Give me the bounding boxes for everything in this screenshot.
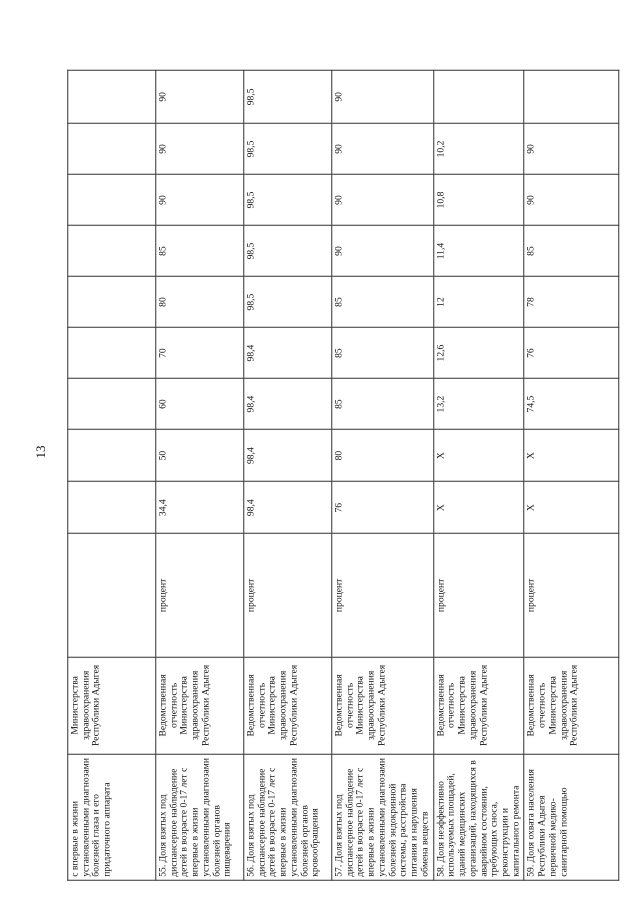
- table-cell-value: 98,4: [244, 379, 332, 430]
- table-cell-value: 76: [524, 328, 619, 379]
- table-cell-value: 98,4: [244, 430, 332, 482]
- table-cell-value: Х: [524, 482, 619, 534]
- table-row-source: Ведомственная отчетность Министерства здравоохранения Республики Адыгея: [244, 657, 332, 754]
- table-container: [69, 62, 612, 877]
- table-cell-value: 90: [332, 123, 434, 174]
- table-row-source: Ведомственная отчетность Министерства здравоохранения Республики Адыгея: [433, 657, 524, 754]
- table-cell-value: [68, 379, 156, 430]
- table-cell-value: [524, 70, 619, 123]
- table-row-source: Ведомственная отчетность Министерства здравоохранения Республики Адыгея: [156, 657, 244, 754]
- table-cell-value: 85: [524, 226, 619, 277]
- table-row-source: Министерства здравоохранения Республики Адыгея: [68, 657, 156, 754]
- table-cell-value: 70: [156, 328, 244, 379]
- table-cell-value: 80: [332, 430, 434, 482]
- table-cell-value: 78: [524, 277, 619, 328]
- table-row-source: Ведомственная отчетность Министерства здравоохранения Республики Адыгея: [524, 657, 619, 754]
- table-cell-value: 98,5: [244, 70, 332, 123]
- table-row-unit: процент: [332, 534, 434, 657]
- table-cell-value: 85: [332, 379, 434, 430]
- table-cell-value: 11,4: [433, 226, 524, 277]
- table-cell-value: 10,8: [433, 175, 524, 226]
- table-cell-value: [68, 175, 156, 226]
- table-cell-value: 76: [332, 482, 434, 534]
- table-cell-value: 85: [332, 328, 434, 379]
- table-cell-value: 74,5: [524, 379, 619, 430]
- table-cell-value: 85: [156, 226, 244, 277]
- table-cell-value: 90: [524, 123, 619, 174]
- table-cell-value: [68, 482, 156, 534]
- table-cell-value: 85: [332, 277, 434, 328]
- table-row-source: Ведомственная отчетность Министерства здравоохранения Республики Адыгея: [332, 657, 434, 754]
- table-cell-value: 90: [156, 123, 244, 174]
- table-row-unit: процент: [244, 534, 332, 657]
- table-cell-value: 90: [156, 175, 244, 226]
- table-cell-value: 90: [332, 175, 434, 226]
- table-cell-value: Х: [524, 430, 619, 482]
- table-cell-value: 90: [156, 70, 244, 123]
- table-row-indicator: с впервые в жизни установленными диагнозами болезней глаза и его придаточного аппарата: [68, 754, 156, 880]
- table-cell-value: 98,5: [244, 226, 332, 277]
- table-cell-value: 90: [332, 226, 434, 277]
- table-cell-value: 98,5: [244, 123, 332, 174]
- table-row-indicator: 59. Доля охвата населения Республики Адыгея первичной медико-санитарной помощью: [524, 754, 619, 880]
- table-row-unit: [68, 534, 156, 657]
- table-cell-value: 90: [524, 175, 619, 226]
- table-cell-value: Х: [433, 430, 524, 482]
- table-cell-value: 98,5: [244, 277, 332, 328]
- table-cell-value: [433, 70, 524, 123]
- page-number: 13: [33, 445, 48, 459]
- table-row-unit: процент: [524, 534, 619, 657]
- table-cell-value: 98,5: [244, 175, 332, 226]
- table-cell-value: 13,2: [433, 379, 524, 430]
- table-cell-value: 34,4: [156, 482, 244, 534]
- table-cell-value: [68, 70, 156, 123]
- table-cell-value: 98,4: [244, 328, 332, 379]
- table-cell-value: [68, 328, 156, 379]
- table-cell-value: [68, 226, 156, 277]
- indicators-table: [67, 70, 619, 881]
- table-cell-value: [68, 277, 156, 328]
- table-cell-value: 10,2: [433, 123, 524, 174]
- table-row-unit: процент: [156, 534, 244, 657]
- table-cell-value: 60: [156, 379, 244, 430]
- table-cell-value: 80: [156, 277, 244, 328]
- table-cell-value: 50: [156, 430, 244, 482]
- table-cell-value: 12: [433, 277, 524, 328]
- table-row-indicator: 55. Доля взятых под диспансерное наблюдение детей в возрасте 0-17 лет с впервые в жизни установленными диагнозами болезней органов пищеварения: [156, 754, 244, 880]
- table-row-indicator: 57. Доля взятых под диспансерное наблюдение детей в возрасте 0-17 лет с впервые в жизни установленными диагнозами болезней эндокринной системы, расстройства питания и нарушения обмена веществ: [332, 754, 434, 880]
- table-cell-value: 12,6: [433, 328, 524, 379]
- table-row-indicator: 58. Доля неэффективно используемых площадей, зданий медицинских организаций, находящихся в аварийном состоянии, требующих сноса, реконструкции и капитального ремонта: [433, 754, 524, 880]
- table-cell-value: 98,4: [244, 482, 332, 534]
- table-cell-value: 90: [332, 70, 434, 123]
- table-cell-value: [68, 123, 156, 174]
- table-row-indicator: 56. Доля взятых под диспансерное наблюдение детей в возрасте 0-17 лет с впервые в жизни установленными диагнозами болезней органов кровообращения: [244, 754, 332, 880]
- table-cell-value: [68, 430, 156, 482]
- table-cell-value: Х: [433, 482, 524, 534]
- table-row-unit: процент: [433, 534, 524, 657]
